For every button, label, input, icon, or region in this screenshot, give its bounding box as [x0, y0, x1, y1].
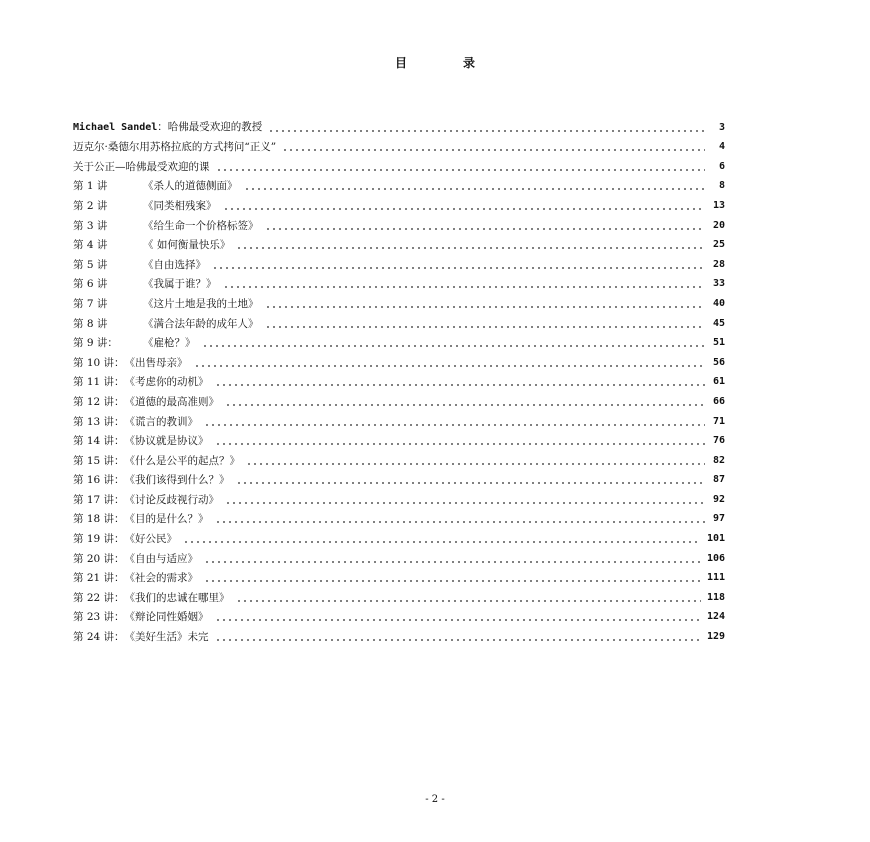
dot-leader: [223, 286, 706, 288]
toc-entry[interactable]: [73, 604, 725, 624]
dot-leader: [265, 306, 706, 308]
toc-entry[interactable]: [73, 506, 725, 526]
toc-entry-label: [73, 337, 196, 349]
lecture-number: 第 6 讲: [73, 278, 108, 291]
dot-leader: [244, 188, 706, 190]
lecture-number: 第 14 讲：: [73, 435, 125, 448]
toc-entry[interactable]: [73, 369, 725, 389]
toc-entry[interactable]: [73, 525, 725, 545]
toc-entry-title: 《考虑你的动机》: [124, 376, 209, 389]
toc-page-number: 82: [712, 454, 725, 466]
toc-page-number: 40: [712, 297, 725, 309]
toc-page-number: 25: [712, 239, 725, 251]
table-of-contents: [73, 114, 725, 643]
lecture-number: 第 24 讲：: [73, 631, 125, 644]
lecture-number: 第 13 讲：: [73, 415, 125, 428]
toc-entry-label: [73, 180, 238, 192]
dot-leader: [246, 463, 705, 465]
toc-entry-label: [73, 318, 259, 330]
toc-page-number: 92: [712, 493, 725, 505]
toc-entry-title: 《出售母亲》: [124, 356, 188, 369]
lecture-number: 第 12 讲：: [73, 395, 125, 408]
toc-page-number: 4: [718, 141, 725, 153]
lecture-number: 第 17 讲：: [73, 493, 125, 506]
toc-page-number: 118: [706, 591, 725, 603]
lecture-number: 第 16 讲：: [73, 474, 125, 487]
toc-page-number: 51: [712, 337, 725, 349]
lecture-number: 第 15 讲：: [73, 454, 125, 467]
dot-leader: [236, 247, 705, 249]
toc-page-number: 106: [706, 552, 725, 564]
toc-entry-label: [73, 141, 276, 153]
toc-entry[interactable]: [73, 545, 725, 565]
toc-entry[interactable]: [73, 310, 725, 330]
toc-entry-title: 《雇枪？》: [143, 337, 196, 350]
lecture-number: 第 18 讲：: [73, 513, 125, 526]
toc-entry-label: [73, 278, 217, 290]
toc-entry-title: 《好公民》: [124, 533, 178, 546]
toc-entry-title: ：哈佛最受欢迎的教授: [157, 120, 263, 133]
toc-entry-label: [73, 494, 219, 506]
toc-entry-label: [73, 631, 209, 643]
dot-leader: [216, 169, 706, 171]
lecture-number: 第 10 讲：: [73, 356, 125, 369]
toc-entry[interactable]: [73, 349, 725, 369]
toc-entry-title: 《目的是什么？》: [124, 513, 209, 526]
toc-entry-title: 《谎言的教训》: [124, 415, 199, 428]
dot-leader: [265, 228, 706, 230]
toc-entry-title: 《什么是公平的起点？》: [124, 454, 241, 467]
lecture-number: 第 1 讲: [73, 180, 108, 193]
dot-leader: [223, 208, 706, 210]
toc-entry-title: 《这片土地是我的土地》: [143, 297, 259, 310]
toc-page-number: 61: [712, 376, 725, 388]
toc-entry[interactable]: [73, 212, 725, 232]
dot-leader: [183, 541, 701, 543]
lecture-number: 第 2 讲: [73, 199, 108, 212]
toc-entry-label: [73, 396, 219, 408]
dot-leader: [202, 345, 706, 347]
lecture-number: 第 19 讲：: [73, 533, 125, 546]
toc-entry[interactable]: [73, 290, 725, 310]
toc-entry-label: [73, 259, 206, 271]
dot-leader: [282, 149, 705, 151]
toc-entry[interactable]: [73, 408, 725, 428]
toc-page-number: 97: [712, 513, 725, 525]
dot-leader: [236, 600, 701, 602]
toc-entry-title: 《满合法年龄的成年人》: [143, 317, 259, 330]
toc-page-number: 111: [706, 572, 725, 584]
toc-entry[interactable]: [73, 565, 725, 585]
toc-entry-title: 《辩论同性婚姻》: [124, 611, 209, 624]
toc-entry[interactable]: [73, 192, 725, 212]
toc-entry-title: 《讨论反歧视行动》: [124, 493, 220, 506]
toc-entry-label: [73, 200, 217, 212]
toc-entry-title: 《道德的最高准则》: [124, 395, 220, 408]
toc-entry-label: [73, 435, 209, 447]
toc-entry-title: 《自由与适应》: [124, 552, 199, 565]
toc-page-number: 3: [718, 121, 725, 133]
dot-leader: [215, 639, 701, 641]
toc-page-number: 6: [718, 160, 725, 172]
toc-entry[interactable]: [73, 251, 725, 271]
dot-leader: [215, 619, 701, 621]
toc-entry-title: 《给生命一个价格标签》: [143, 219, 259, 232]
toc-entry[interactable]: [73, 428, 725, 448]
lecture-number: 第 8 讲: [73, 317, 108, 330]
toc-entry[interactable]: [73, 447, 725, 467]
toc-entry-label: [73, 513, 209, 525]
toc-entry-label: [73, 455, 240, 467]
toc-entry-english: Michael Sandel: [73, 121, 158, 133]
toc-entry-label: [73, 239, 230, 251]
toc-entry[interactable]: [73, 271, 725, 291]
dot-leader: [225, 404, 705, 406]
toc-entry[interactable]: [73, 173, 725, 193]
lecture-number: 第 3 讲: [73, 219, 108, 232]
lecture-number: 第 7 讲: [73, 297, 108, 310]
toc-entry[interactable]: [73, 486, 725, 506]
toc-entry-label: [73, 376, 209, 388]
toc-page-number: 66: [712, 395, 725, 407]
toc-entry-label: [73, 416, 198, 428]
toc-entry-title: 《 如何衡量快乐》: [143, 239, 231, 252]
toc-entry-label: [73, 298, 259, 310]
toc-page-number: 8: [718, 180, 725, 192]
lecture-number: 第 23 讲：: [73, 611, 125, 624]
toc-page-number: 20: [712, 219, 725, 231]
toc-entry-label: [73, 357, 188, 369]
dot-leader: [225, 502, 705, 504]
toc-entry-label: [73, 161, 210, 173]
toc-entry[interactable]: [73, 114, 725, 134]
toc-entry-label: [73, 611, 209, 623]
toc-entry[interactable]: [73, 388, 725, 408]
dot-leader: [265, 326, 706, 328]
toc-entry[interactable]: [73, 134, 725, 154]
toc-entry-title: 迈克尔·桑德尔用苏格拉底的方式拷问“正义”: [73, 141, 277, 154]
toc-entry[interactable]: [73, 232, 725, 252]
toc-entry-title: 《协议就是协议》: [124, 435, 209, 448]
toc-entry-title: 《我属于谁？》: [143, 278, 217, 291]
toc-entry-title: 《同类相残案》: [143, 199, 217, 212]
page-number: - 2 -: [425, 794, 445, 805]
toc-entry[interactable]: [73, 584, 725, 604]
toc-entry-title: 《杀人的道德侧面》: [143, 180, 238, 193]
toc-entry[interactable]: [73, 467, 725, 487]
dot-leader: [215, 521, 705, 523]
dot-leader: [204, 424, 705, 426]
toc-page-number: 124: [706, 611, 725, 623]
toc-entry-title: 《社会的需求》: [124, 572, 199, 585]
lecture-number: 第 9 讲：: [73, 337, 118, 350]
toc-entry-title: 关于公正—哈佛最受欢迎的课: [73, 160, 210, 173]
toc-page-number: 71: [712, 415, 725, 427]
lecture-number: 第 22 讲：: [73, 591, 125, 604]
toc-entry[interactable]: [73, 330, 725, 350]
toc-page-number: 87: [712, 474, 725, 486]
dot-leader: [212, 267, 705, 269]
toc-entry-label: [73, 220, 259, 232]
toc-page-number: 45: [712, 317, 725, 329]
lecture-number: 第 20 讲：: [73, 552, 125, 565]
toc-page-number: 101: [706, 533, 725, 545]
toc-page-number: 56: [712, 356, 725, 368]
toc-entry-label: [73, 592, 230, 604]
lecture-number: 第 4 讲: [73, 239, 108, 252]
dot-leader: [204, 580, 701, 582]
lecture-number: 第 5 讲: [73, 258, 108, 271]
toc-entry-label: [73, 533, 177, 545]
toc-entry-title: 《我们该得到什么？》: [124, 474, 230, 487]
toc-entry-label: [73, 572, 198, 584]
toc-entry-title: 《美好生活》未完: [124, 631, 209, 644]
dot-leader: [268, 130, 705, 132]
toc-page-number: 129: [706, 631, 725, 643]
toc-entry-title: 《自由选择》: [143, 258, 206, 271]
toc-page-number: 33: [712, 278, 725, 290]
toc-entry-label: [73, 121, 262, 134]
dot-leader: [215, 443, 705, 445]
toc-entry-label: [73, 553, 198, 565]
lecture-number: 第 11 讲：: [73, 376, 125, 389]
lecture-number: 第 21 讲：: [73, 572, 125, 585]
toc-page-number: 13: [712, 199, 725, 211]
dot-leader: [204, 561, 701, 563]
dot-leader: [215, 384, 705, 386]
dot-leader: [194, 365, 705, 367]
toc-heading: 目 录: [394, 56, 497, 70]
toc-page-number: 76: [712, 435, 725, 447]
toc-entry[interactable]: [73, 623, 725, 643]
toc-page-number: 28: [712, 258, 725, 270]
toc-entry[interactable]: [73, 153, 725, 173]
dot-leader: [236, 482, 705, 484]
toc-entry-label: [73, 474, 230, 486]
toc-entry-title: 《我们的忠诚在哪里》: [124, 591, 230, 604]
